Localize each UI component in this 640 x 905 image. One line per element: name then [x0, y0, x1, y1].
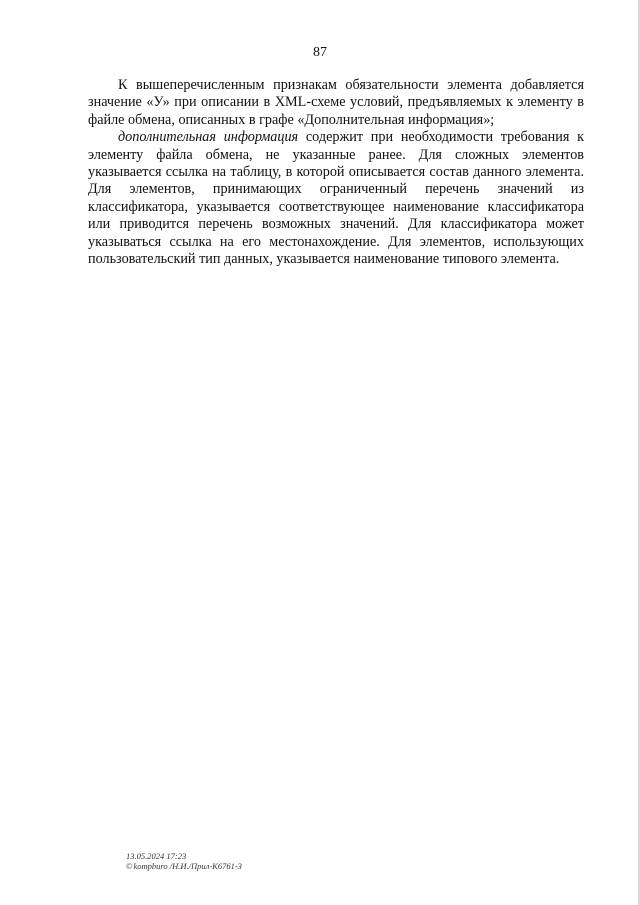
footer-copyright-mark: © [126, 861, 133, 871]
footer-path-line [126, 861, 242, 871]
footer-date: 13.05.2024 17:23 [126, 851, 187, 861]
document-footer [126, 851, 242, 871]
page-number: 87 [313, 45, 327, 60]
paragraph-2-text: содержит при необходимости требования к элементу файла обмена, не указанные ранее. Для сложных элементов указывается ссылка на таблицу, в которой описывается состав данного элемента. Для элементов, принимающих ограниченный перечень значений из классификатора, указывается соответствующее наименование классификатора или приводится перечень возможных значений. Для классификатора может указываться ссылка на его местонахождение. Для элементов, использующих пользовательский тип данных, указывается наименование типового элемента. [88, 129, 584, 268]
paragraph-2-term: дополнительная информация [118, 129, 299, 146]
footer-path: kompburo /Н.И./Прил-К6761-3 [133, 861, 242, 871]
paragraph-1: К вышеперечисленным признакам обязательности элемента добавляется значение «У» при описании в XML-схеме условий, предъявляемых к элементу в файле обмена, описанных в графе «Дополнительная информация»; [88, 77, 584, 128]
body-text [88, 77, 584, 268]
paragraph-2 [88, 129, 584, 268]
